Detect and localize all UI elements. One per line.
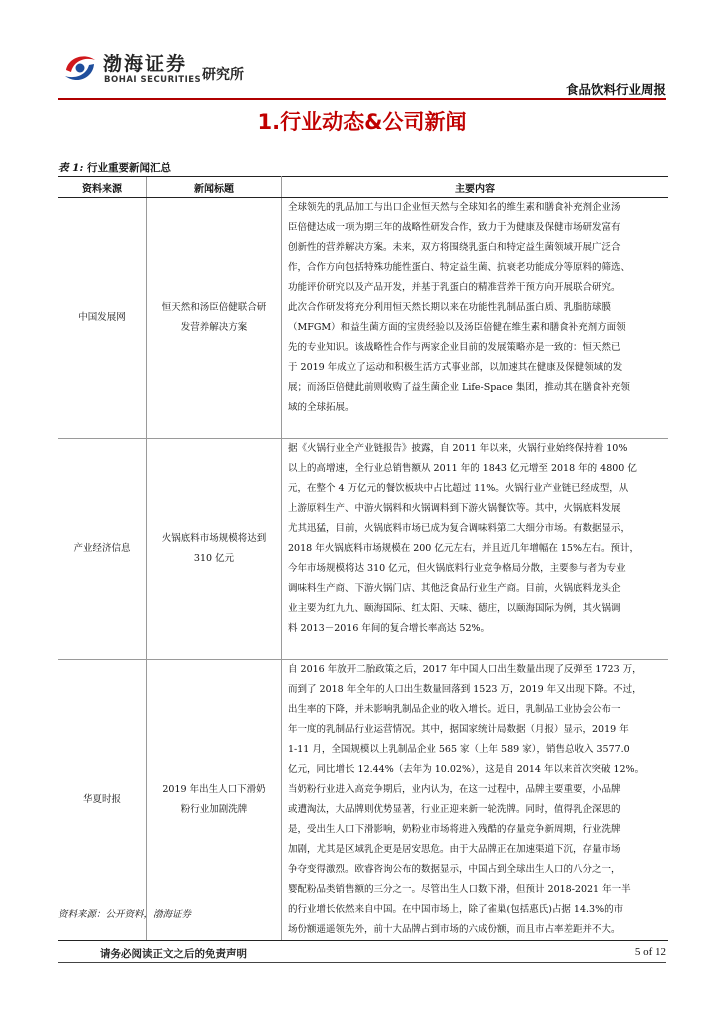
- table-row: [58, 660, 668, 941]
- company-name-cn: 渤海证券: [103, 53, 188, 75]
- content-line: 域的全球拓展。: [288, 402, 355, 413]
- news-table: [58, 176, 668, 941]
- header-content: 主要内容: [282, 177, 669, 198]
- content-line: 年一度的乳制品行业运营情况。其中，据国家统计局数据（月报）显示，2019 年: [288, 724, 629, 735]
- content-line: 的行业增长依然来自中国。在中国市场上，除了雀巢(包括惠氏)占据 14.3%的市: [288, 904, 624, 915]
- section-title: 1.行业动态&公司新闻: [257, 110, 467, 134]
- row-title: 火锅底料市场规模将达到 310 亿元: [161, 533, 267, 564]
- content-line: 加剧，尤其是区域乳企更是居安思危。由于大品牌正在加速渠道下沉，存量市场: [288, 844, 621, 855]
- content-line: （MFGM）和益生菌方面的宝贵经验以及汤臣倍健在维生素和膳食补充剂方面领: [288, 322, 626, 333]
- content-line: 2018 年火锅底料市场规模在 200 亿元左右，并且近几年增幅在 15%左右。预计，: [288, 543, 640, 554]
- row-source: 产业经济信息: [58, 439, 147, 660]
- row-content: [282, 198, 668, 438]
- content-line: 以上的高增速，全行业总销售额从 2011 年的 1843 亿元增至 2018 年的 4800 亿: [288, 463, 637, 474]
- table-row: [58, 439, 668, 660]
- row-content: [282, 439, 668, 659]
- content-line: 上游原料生产、中游火锅料和火锅调料到下游火锅餐饮等。其中，火锅底料发展: [288, 503, 621, 514]
- company-name-en: BOHAI SECURITIES: [104, 75, 202, 85]
- source-note: 资料来源：公开资料，渤海证券: [58, 909, 192, 920]
- header-source: 资料来源: [58, 177, 147, 198]
- content-line: 创新性的营养解决方案。未来，双方将围绕乳蛋白和特定益生菌领域开展广泛合: [288, 242, 621, 253]
- content-line: 婴配粉品类销售额的三分之一。尽管出生人口数下滑，但预计 2018-2021 年一半: [288, 884, 631, 895]
- institute-label: 研究所: [202, 67, 244, 83]
- content-line: 自 2016 年放开二胎政策之后，2017 年中国人口出生数量出现了反弹至 1723 万，: [288, 664, 642, 675]
- content-line: 是，受出生人口下滑影响，奶粉业市场将进入残酷的存量竞争新周期，行业洗牌: [288, 824, 621, 835]
- row-source: 华夏时报: [58, 660, 147, 941]
- content-line: 场份额遥遥领先外，前十大品牌占到市场的六成份额，而且市占率差距并不大。: [288, 924, 621, 935]
- footer-rule: [58, 962, 666, 963]
- content-line: 臣倍健达成一项为期三年的战略性研发合作，致力于为健康及保健市场研发富有: [288, 222, 621, 233]
- content-line: 1-11 月，全国规模以上乳制品企业 565 家（上年 589 家），销售总收入 3577.0: [288, 744, 630, 755]
- content-line: 此次合作研发将充分利用恒天然长期以来在功能性乳制品蛋白质、乳脂肪球膜: [288, 302, 612, 313]
- content-line: 展；而汤臣倍健此前则收购了益生菌企业 Life-Space 集团，推动其在膳食补充领: [288, 382, 630, 393]
- row-title: 2019 年出生人口下滑奶粉行业加剧洗牌: [162, 784, 266, 815]
- row-source: 中国发展网: [58, 198, 147, 439]
- content-line: 出生率的下降，并未影响乳制品企业的收入增长。近日，乳制品工业协会公布一: [288, 704, 621, 715]
- content-line: 功能评价研究以及产品开发，并基于乳蛋白的精准营养干预方向开展联合研究。: [288, 282, 621, 293]
- content-line: 据《火锅行业全产业链报告》披露，自 2011 年以来，火锅行业始终保持着 10%: [288, 443, 628, 454]
- content-spacer: [288, 418, 662, 438]
- content-line: 元，在整个 4 万亿元的餐饮板块中占比超过 11%。火锅行业产业链已经成型，从: [288, 483, 629, 494]
- content-line: 当奶粉行业进入高竞争期后，业内认为，在这一过程中，品牌主要重要，小品牌: [288, 784, 621, 795]
- content-line: 争夺变得激烈。欧睿咨询公布的数据显示，中国占到全球出生人口的八分之一，: [288, 864, 621, 875]
- content-line: 料 2013－2016 年间的复合增长率高达 52%。: [288, 623, 491, 634]
- content-line: 于 2019 年成立了运动和积极生活方式事业部，以加速其在健康及保健领域的发: [288, 362, 623, 373]
- bohai-logo-icon: [62, 50, 98, 86]
- content-line: 业主要为红九九、颐海国际、红太阳、天味、德庄，以颐海国际为例，其火锅调: [288, 603, 621, 614]
- content-line: 或遭淘汰，大品牌则优势显著，行业正迎来新一轮洗牌。同时，值得乳企深思的: [288, 804, 621, 815]
- table-header-row: [58, 177, 668, 198]
- header-title: 新闻标题: [147, 177, 282, 198]
- table-caption-label: 表 1:: [58, 162, 84, 174]
- footer-disclaimer: 请务必阅读正文之后的免责声明: [100, 948, 247, 960]
- content-line: 今年市场规模将达 310 亿元，但火锅底料行业竞争格局分散，主要参与者为专业: [288, 563, 626, 574]
- content-line: 调味料生产商、下游火锅门店、其他泛食品行业生产商。目前，火锅底料龙头企: [288, 583, 621, 594]
- content-line: 而到了 2018 年全年的人口出生数量回落到 1523 万，2019 年又出现下降。不过，: [288, 684, 642, 695]
- page-number: 5 of 12: [634, 946, 666, 958]
- content-line: 作，合作方向包括特殊功能性蛋白、特定益生菌、抗衰老功能成分等原料的筛选、: [288, 262, 631, 273]
- header-rule: [58, 98, 666, 100]
- report-type: 食品饮料行业周报: [565, 82, 666, 97]
- content-spacer: [288, 639, 662, 659]
- content-line: 亿元，同比增长 12.44%（去年为 10.02%），这是自 2014 年以来首次突破 12%。: [288, 764, 645, 775]
- row-title: 恒天然和汤臣倍健联合研发营养解决方案: [161, 302, 267, 333]
- table-row: [58, 198, 668, 439]
- content-line: 尤其迅猛，目前，火锅底料市场已成为复合调味料第二大细分市场。有数据显示，: [288, 523, 631, 534]
- row-content: [282, 660, 668, 940]
- content-line: 全球领先的乳品加工与出口企业恒天然与全球知名的维生素和膳食补充剂企业汤: [288, 202, 621, 213]
- table-caption: [58, 160, 171, 175]
- table-caption-text: 行业重要新闻汇总: [87, 162, 171, 174]
- content-line: 先的专业知识。该战略性合作与两家企业目前的发展策略亦是一致的：恒天然已: [288, 342, 621, 353]
